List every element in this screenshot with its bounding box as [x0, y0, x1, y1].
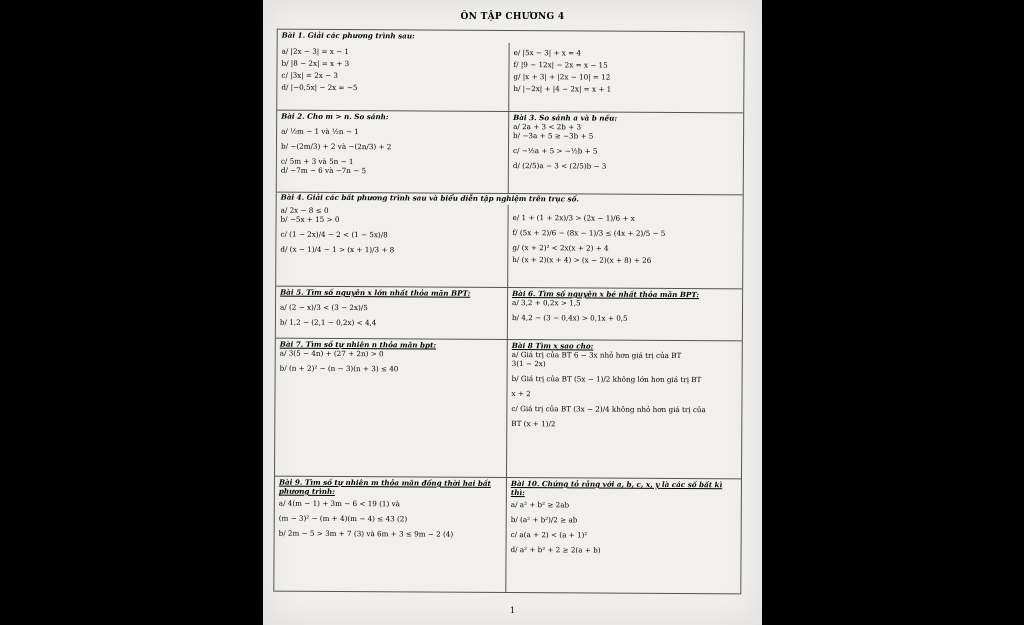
bai6-item-b: b/ 4,2 − (3 − 0,4x) > 0,1x + 0,5 — [511, 313, 628, 323]
bai2-item-d: d/ −7m − 6 và −7n − 5 — [280, 165, 367, 176]
bai7-heading: Bài 7. Tìm số tự nhiên n thỏa mãn bpt: — [279, 339, 437, 350]
bai3-item-c: c/ −½a + 5 > −½b + 5 — [512, 146, 598, 156]
bai1-item-d: d/ |−0,5x| − 2x = −5 — [281, 82, 358, 93]
bai8-item-c-cont: BT (x + 1)/2 — [511, 419, 556, 429]
bai10-item-b: b/ (a² + b²)/2 ≥ ab — [510, 515, 578, 525]
bai6-heading: Bài 6. Tìm số nguyên x bé nhất thỏa mãn BPT: — [512, 289, 700, 300]
bai8-heading: Bài 8 Tìm x sao cho: — [511, 341, 594, 351]
bai3-heading: Bài 3. So sánh a và b nếu: — [513, 113, 618, 123]
bai10-heading: Bài 10. Chứng tỏ rằng với a, b, c, x, y là các số bất kì thì: — [510, 479, 723, 498]
bai8-item-b: b/ Giá trị của BT (5x − 1)/2 không lớn hơn giá trị BT — [511, 374, 702, 385]
bai5-item-a: a/ (2 − x)/3 < (3 − 2x)/5 — [279, 302, 368, 313]
bai8-item-b-cont: x + 2 — [511, 389, 531, 399]
row-bai4 — [276, 192, 743, 290]
bai5-item-b: b/ 1,2 − (2,1 − 0,2x) < 4,4 — [279, 317, 377, 328]
bai10-item-c: c/ a(a + 2) < (a + 1)² — [510, 530, 588, 540]
bai4-item-d: d/ (x − 1)/4 − 1 > (x + 1)/3 + 8 — [280, 244, 395, 255]
bai8-item-a-cont: 3(1 − 2x) — [511, 359, 546, 369]
bai1-item-h: h/ |−2x| + |4 − 2x| = x + 1 — [513, 84, 612, 94]
bai1-item-a: a/ |2x − 3| = x − 1 — [281, 46, 350, 57]
bai1-right — [509, 43, 743, 112]
bai7-item-a: a/ 3(5 − 4n) + (27 + 2n) > 0 — [279, 348, 384, 359]
bai10-item-d: d/ a² + b² + 2 ≥ 2(a + b) — [510, 545, 601, 555]
bai7-item-b: b/ (n + 2)² − (n − 3)(n + 3) ≤ 40 — [279, 363, 399, 374]
bai9-item-b: b/ 2m − 5 > 3m + 7 (3) và 6m + 3 ≤ 9m − 2 (4) — [278, 528, 454, 539]
bai8-item-c: c/ Giá trị của BT (3x − 2)/4 không nhỏ hơn giá trị của — [511, 404, 706, 415]
bai1-left — [277, 42, 509, 111]
bai8-cell — [507, 339, 742, 478]
bai1-item-b: b/ |8 − 2x| = x + 3 — [281, 58, 350, 69]
bai10-cell — [506, 477, 741, 593]
bai10-item-a: a/ a² + b² ≥ 2ab — [510, 500, 570, 510]
bai9-item-a: a/ 4(m − 1) + 3m − 6 < 19 (1) và — [278, 498, 400, 509]
bai2-heading: Bài 2. Cho m > n. So sánh: — [281, 111, 389, 122]
bai4-right — [508, 205, 742, 288]
exercise-table — [273, 29, 744, 595]
bai2-item-b: b/ −(2m/3) + 2 và −(2n/3) + 2 — [280, 141, 392, 152]
row-bai2-bai3 — [277, 110, 743, 196]
bai2-cell — [277, 110, 509, 193]
bai4-item-b: b/ −5x + 15 > 0 — [280, 214, 340, 224]
bai4-left — [276, 204, 508, 287]
bai1-heading: Bài 1. Giải các phương trình sau: — [281, 30, 415, 41]
bai5-cell — [276, 286, 508, 339]
bai3-cell — [509, 111, 743, 194]
bai1-item-g: g/ |x + 3| + |2x − 10| = 12 — [513, 72, 611, 82]
bai1-item-c: c/ |3x| = 2x − 3 — [281, 70, 339, 80]
row-bai7-bai8 — [275, 338, 742, 480]
bai2-item-c: c/ 5m + 3 và 5n − 1 — [280, 156, 354, 167]
bai4-item-c: c/ (1 − 2x)/4 − 2 < (1 − 5x)/8 — [280, 229, 388, 240]
bai8-item-a: a/ Giá trị của BT 6 − 3x nhỏ hơn giá trị của BT — [511, 350, 682, 361]
bai7-cell — [275, 338, 508, 477]
document-page — [263, 0, 762, 625]
bai4-item-g: g/ (x + 2)² < 2x(x + 2) + 4 — [512, 243, 609, 253]
bai4-item-h: h/ (x + 2)(x + 4) > (x − 2)(x + 8) + 26 — [512, 255, 652, 265]
bai6-item-a: a/ 3,2 + 0,2x > 1,5 — [512, 298, 581, 308]
row-bai1 — [277, 30, 743, 114]
page-number: 1 — [509, 606, 516, 615]
bai3-item-b: b/ −3a + 5 ≥ −3b + 5 — [513, 131, 594, 141]
bai5-heading: Bài 5. Tìm số nguyên x lớn nhất thỏa mãn BPT: — [280, 287, 471, 298]
bai9-item-a-cont: (m − 3)² − (m + 4)(m − 4) ≤ 43 (2) — [278, 513, 408, 524]
bai1-item-e: e/ |5x − 3| + x = 4 — [513, 48, 582, 58]
bai1-item-f: f/ |9 − 12x| − 2x = x − 15 — [513, 60, 608, 70]
bai3-item-a: a/ 2a + 3 < 2b + 3 — [513, 122, 582, 132]
bai3-item-d: d/ (2/5)a − 3 < (2/5)b − 3 — [512, 161, 607, 171]
bai4-item-e: e/ 1 + (1 + 2x)/3 > (2x − 1)/6 + x — [512, 213, 635, 223]
bai9-cell — [274, 476, 507, 592]
row-bai5-bai6 — [276, 286, 742, 342]
bai6-cell — [508, 287, 742, 340]
bai4-heading: Bài 4. Giải các bất phương trình sau và biểu diễn tập nghiệm trên trục số. — [280, 192, 579, 204]
bai4-item-a: a/ 2x − 8 ≤ 0 — [280, 205, 329, 215]
page-title: ÔN TẬP CHƯƠNG 4 — [460, 12, 565, 22]
row-bai9-bai10 — [274, 476, 741, 594]
bai9-heading: Bài 9. Tìm số tự nhiên m thỏa mãn đồng thời hai bất phương trình: — [278, 477, 491, 496]
bai4-item-f: f/ (5x + 2)/6 − (8x − 1)/3 ≤ (4x + 2)/5 − 5 — [512, 228, 666, 238]
bai2-item-a: a/ ½m − 1 và ½n − 1 — [281, 126, 359, 137]
